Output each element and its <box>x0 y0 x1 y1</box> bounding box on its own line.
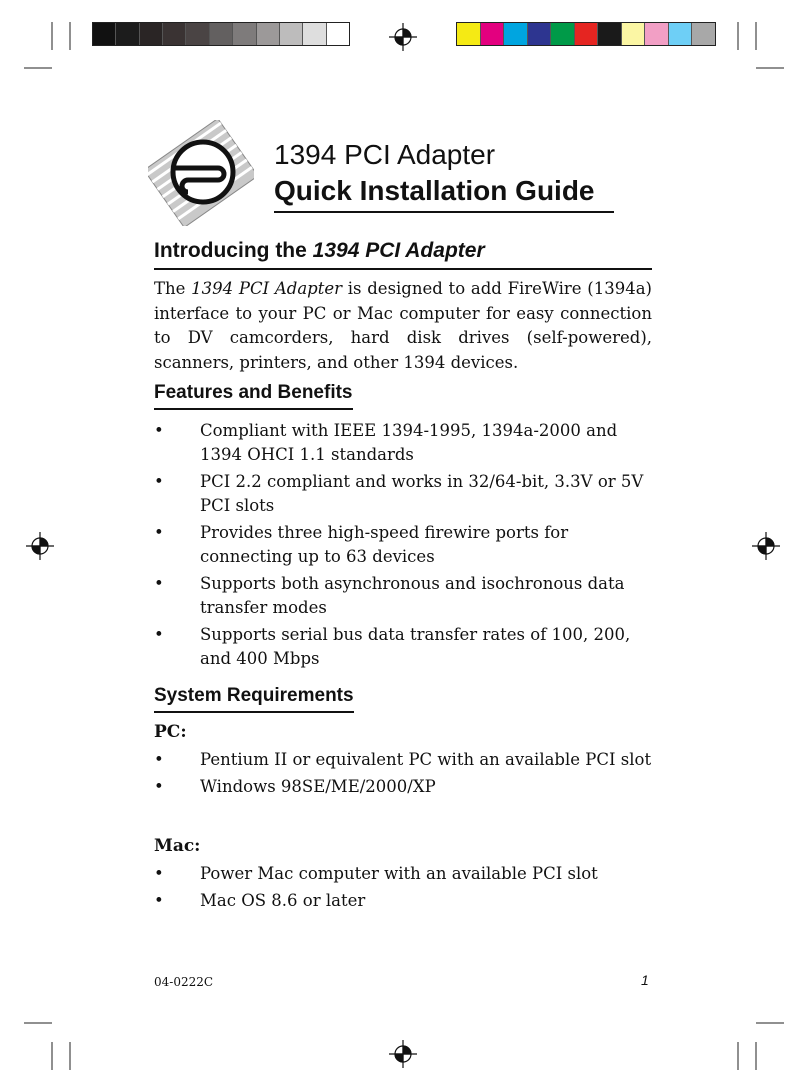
intro-paragraph <box>154 277 652 375</box>
list-item: • Compliant with IEEE 1394-1995, 1394a-2000 and 1394 OHCI 1.1 standards <box>154 419 652 467</box>
gray-swatch <box>186 23 209 45</box>
gray-swatch <box>116 23 139 45</box>
color-swatch <box>622 23 646 45</box>
list-item: • Windows 98SE/ME/2000/XP <box>154 775 652 799</box>
list-item: • Supports serial bus data transfer rates of 100, 200, and 400 Mbps <box>154 623 652 671</box>
color-swatch <box>457 23 481 45</box>
grayscale-color-bar <box>92 22 350 46</box>
list-item: • Provides three high-speed firewire ports for connecting up to 63 devices <box>154 521 652 569</box>
system-requirements-heading: System Requirements <box>154 684 354 713</box>
document-code: 04-0222C <box>154 975 214 989</box>
gray-swatch <box>140 23 163 45</box>
intro-para-prefix: The <box>154 279 192 298</box>
gray-swatch <box>280 23 303 45</box>
gray-swatch <box>233 23 256 45</box>
gray-swatch <box>163 23 186 45</box>
color-swatch <box>692 23 715 45</box>
process-color-bar <box>456 22 716 46</box>
gray-swatch <box>303 23 326 45</box>
features-heading: Features and Benefits <box>154 381 353 410</box>
color-swatch <box>598 23 622 45</box>
pc-label: PC: <box>154 722 187 742</box>
color-swatch <box>669 23 693 45</box>
intro-para-body: is designed to add FireWire (1394a) interface to your PC or Mac computer for easy connection to DV camcorders, hard disk drives (self-powered), scanners, printers, and other 1394 devices. <box>154 279 652 372</box>
features-list <box>154 419 652 674</box>
list-item: • Supports both asynchronous and isochronous data transfer modes <box>154 572 652 620</box>
page-number: 1 <box>641 972 649 988</box>
title-line-guide: Quick Installation Guide <box>274 173 614 213</box>
gray-swatch <box>210 23 233 45</box>
title-line-product: 1394 PCI Adapter <box>274 139 496 170</box>
s-ring-logo-icon <box>148 120 254 226</box>
color-swatch <box>528 23 552 45</box>
color-swatch <box>645 23 669 45</box>
list-item: • Mac OS 8.6 or later <box>154 889 652 913</box>
color-swatch <box>504 23 528 45</box>
intro-heading-prefix: Introducing the <box>154 239 313 262</box>
intro-heading <box>154 238 652 270</box>
gray-swatch <box>327 23 349 45</box>
list-item: • Pentium II or equivalent PC with an available PCI slot <box>154 748 652 772</box>
intro-heading-product: 1394 PCI Adapter <box>312 239 485 262</box>
color-swatch <box>551 23 575 45</box>
list-item: • PCI 2.2 compliant and works in 32/64-bit, 3.3V or 5V PCI slots <box>154 470 652 518</box>
mac-label: Mac: <box>154 836 201 856</box>
gray-swatch <box>93 23 116 45</box>
gray-swatch <box>257 23 280 45</box>
pc-requirements-list <box>154 748 652 802</box>
color-swatch <box>481 23 505 45</box>
list-item: • Power Mac computer with an available PCI slot <box>154 862 652 886</box>
intro-para-product: 1394 PCI Adapter <box>191 279 343 298</box>
mac-requirements-list <box>154 862 652 916</box>
document-title <box>274 137 614 213</box>
color-swatch <box>575 23 599 45</box>
